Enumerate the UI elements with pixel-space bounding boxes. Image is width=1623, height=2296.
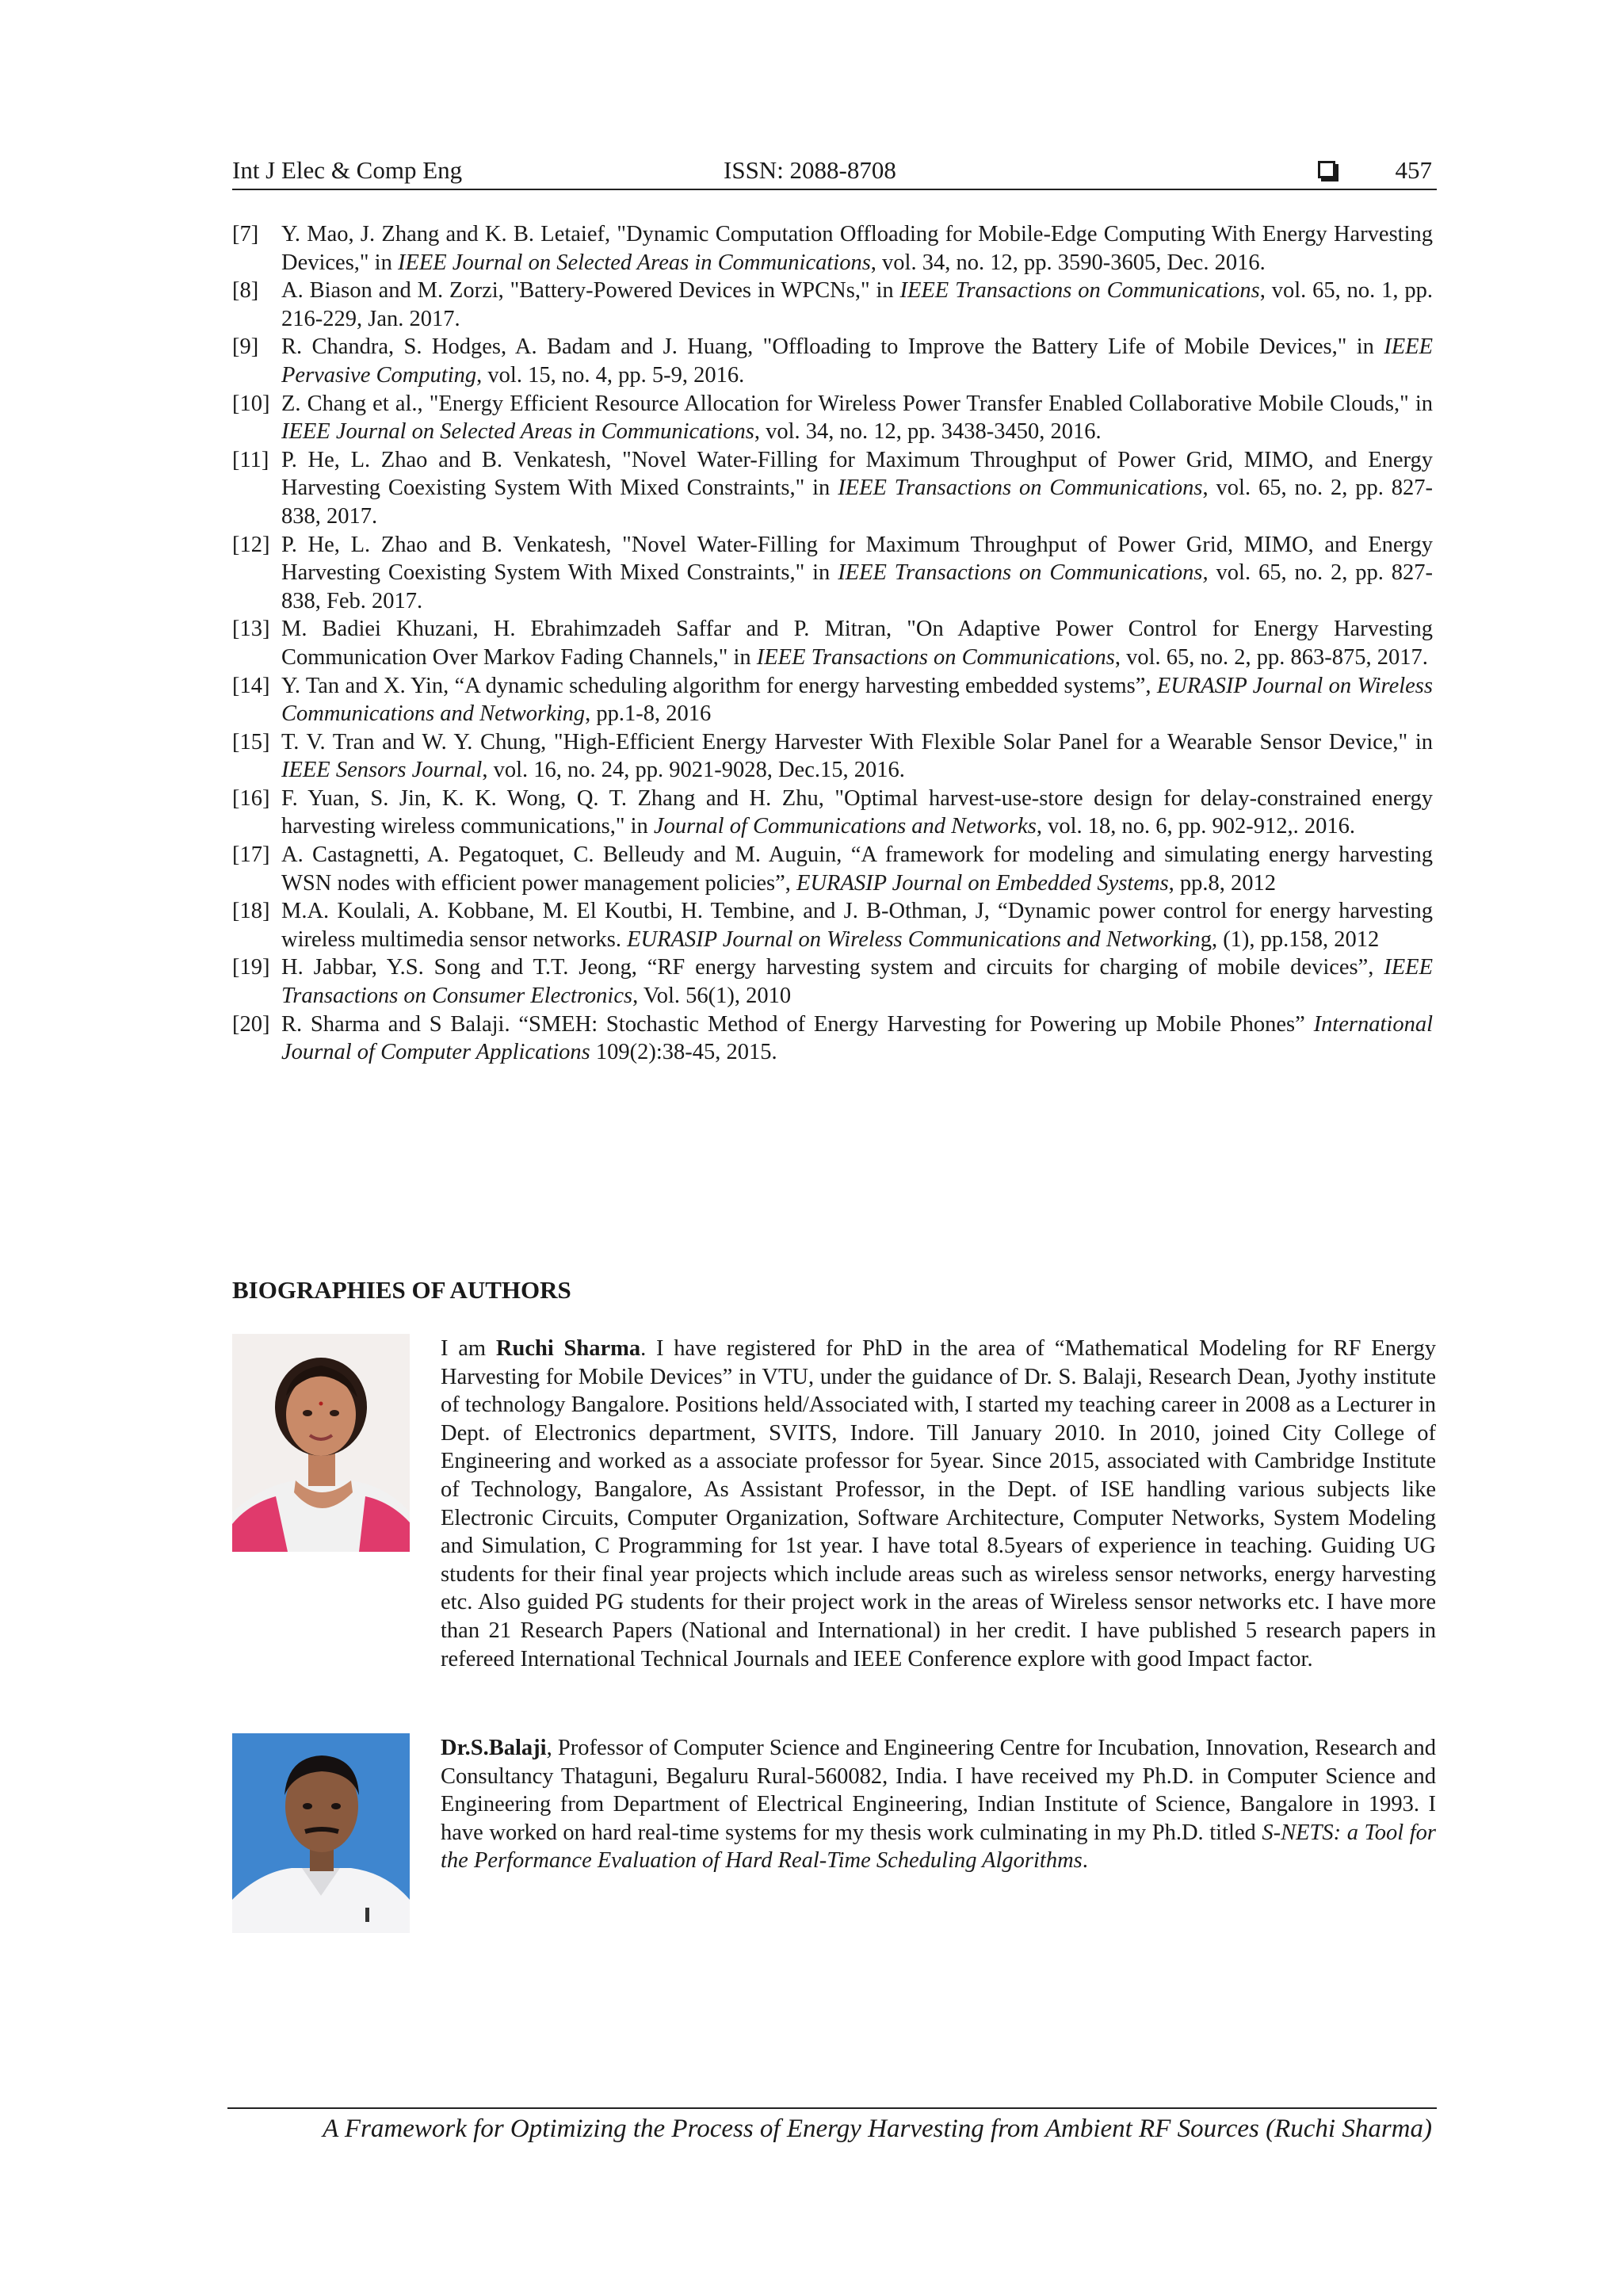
reference-details: 109(2):38-45, 2015.: [590, 1040, 777, 1065]
reference-number: [14]: [232, 673, 270, 698]
reference-venue: IEEE Transactions on Communications: [899, 278, 1260, 304]
biographies-heading: BIOGRAPHIES OF AUTHORS: [232, 1276, 571, 1304]
header-rule: [232, 189, 1437, 190]
reference-number: [16]: [232, 785, 270, 811]
footer-rule: [227, 2107, 1437, 2109]
reference-text: [281, 897, 1433, 953]
reference-authors-title: R. Sharma and S Balaji. “SMEH: Stochastic Method of Energy Harvesting for Powering up Mobile Phones”: [281, 1011, 1314, 1037]
reference-item: [232, 1010, 1433, 1067]
reference-number: [20]: [232, 1011, 270, 1037]
reference-item: [232, 333, 1433, 389]
reference-list: [232, 220, 1433, 1067]
issn: ISSN: 2088-8708: [724, 156, 896, 184]
reference-venue: IEEE Journal on Selected Areas in Communications: [281, 419, 754, 445]
reference-item: [232, 531, 1433, 616]
running-header: [232, 154, 1437, 187]
reference-details: , vol. 65, no. 2, pp. 863-875, 2017.: [1114, 644, 1428, 670]
reference-item: [232, 841, 1433, 897]
reference-item: [232, 220, 1433, 277]
reference-text: [281, 220, 1433, 277]
author-name-ruchi-sharma: Ruchi Sharma: [495, 1336, 641, 1361]
reference-number: [8]: [232, 278, 259, 304]
reference-text: [281, 728, 1433, 785]
running-footer-title: A Framework for Optimizing the Process of Energy Harvesting from Ambient RF Sources (Ruchi Sharma): [323, 2115, 1432, 2143]
reference-text: [281, 333, 1433, 389]
reference-venue: IEEE Transactions on Communications: [756, 644, 1115, 670]
reference-item: [232, 277, 1433, 333]
bio-body: , Professor of Computer Science and Engineering Centre for Incubation, Innovation, Research and Consultancy Thataguni, Begaluru Rural-560082, India. I have received my Ph.D. in Computer Science and Engineering from Department of Electrical Engineering, Indian Institute of Science, Bangalore in 1993. I have worked on hard real-time systems for my thesis work culminating in my Ph.D. titled: [441, 1736, 1436, 1845]
reference-venue: IEEE Transactions on Consumer Electronics: [281, 955, 1433, 1009]
reference-number: [9]: [232, 334, 259, 360]
reference-details: vol. 65, no. 2, pp. 827-838, Feb. 2017.: [281, 560, 1433, 613]
reference-authors-title: A. Castagnetti, A. Pegatoquet, C. Belleudy and M. Auguin, “A framework for modeling and simulating energy harvesting WSN nodes with efficient power management policies”,: [281, 842, 1433, 896]
reference-number: [18]: [232, 899, 270, 924]
reference-authors-title: R. Chandra, S. Hodges, A. Badam and J. Huang, "Offloading to Improve the Battery Life of Mobile Devices," in: [281, 334, 1384, 360]
reference-number: [15]: [232, 729, 270, 755]
thesis-title: S-NETS: a Tool for the Performance Evaluation of Hard Real-Time Scheduling Algorithms: [441, 1820, 1436, 1874]
reference-authors-title: Y. Mao, J. Zhang and K. B. Letaief, "Dynamic Computation Offloading for Mobile-Edge Computing With Energy Harvesting Devices," in: [281, 222, 1433, 275]
reference-text: [281, 615, 1433, 671]
author-photo-ruchi-sharma: [232, 1334, 410, 1552]
reference-item: [232, 728, 1433, 785]
reference-authors-title: P. He, L. Zhao and B. Venkatesh, "Novel Water-Filling for Maximum Throughput of Power Grid, MIMO, and Energy Harvesting Coexisting System With Mixed Constraints," in: [281, 447, 1433, 501]
reference-text: [281, 841, 1433, 897]
reference-text: [281, 672, 1433, 728]
reference-number: [11]: [232, 447, 269, 472]
reference-venue: EURASIP Journal on Wireless Communications and Networking: [281, 673, 1433, 727]
journal-name: Int J Elec & Comp Eng: [232, 156, 463, 184]
reference-details: , Vol. 56(1), 2010: [632, 984, 792, 1009]
reference-item: [232, 897, 1433, 953]
reference-number: [7]: [232, 222, 259, 246]
reference-authors-title: F. Yuan, S. Jin, K. K. Wong, Q. T. Zhang and H. Zhu, "Optimal harvest-use-store design for delay-constrained energy harvesting wireless communications," in: [281, 785, 1433, 839]
reference-details: , vol. 34, no. 12, pp. 3438-3450, 2016.: [754, 419, 1102, 445]
reference-authors-title: M.A. Koulali, A. Kobbane, M. El Koutbi, H. Tembine, and J. B-Othman, J, “Dynamic power control for energy harvesting wireless multimedia sensor networks.: [281, 899, 1433, 952]
bio-intro: I am: [441, 1336, 496, 1361]
checkbox-square-icon: [1318, 161, 1335, 178]
reference-text: [281, 390, 1433, 446]
bio-end: .: [1082, 1848, 1088, 1874]
reference-venue: IEEE Pervasive Computing: [281, 334, 1433, 388]
reference-venue: IEEE Transactions on Communications: [838, 476, 1203, 501]
reference-authors-title: P. He, L. Zhao and B. Venkatesh, "Novel Water-Filling for Maximum Throughput of Power Grid, MIMO, and Energy Harvesting Coexisting System With Mixed Constraints," in: [281, 532, 1433, 586]
reference-authors-title: Z. Chang et al., "Energy Efficient Resource Allocation for Wireless Power Transfer Enabled Collaborative Mobile Clouds," in: [281, 391, 1433, 416]
reference-details: , vol. 34, no. 12, pp. 3590-3605, Dec. 2016.: [870, 250, 1266, 275]
reference-text: [281, 785, 1433, 841]
author-photo-s-balaji: [232, 1733, 410, 1933]
reference-details: , pp.1-8, 2016: [585, 701, 712, 727]
reference-number: [19]: [232, 955, 270, 980]
reference-details: , vol. 65, no. 1, pp. 216-229, Jan. 2017.: [281, 278, 1433, 331]
reference-details: g, (1), pp.158, 2012: [1200, 926, 1380, 952]
reference-authors-title: M. Badiei Khuzani, H. Ebrahimzadeh Saffar and P. Mitran, "On Adaptive Power Control for Energy Harvesting Communication Over Markov Fading Channels," in: [281, 617, 1433, 670]
reference-venue: IEEE Sensors Journal: [281, 758, 483, 783]
reference-details: , vol. 18, no. 6, pp. 902-912,. 2016.: [1036, 814, 1356, 839]
reference-number: [17]: [232, 842, 270, 868]
reference-venue: Journal of Communications and Networks: [653, 814, 1037, 839]
page-number: 457: [1395, 156, 1432, 184]
reference-authors-title: T. V. Tran and W. Y. Chung, "High-Efficient Energy Harvester With Flexible Solar Panel for a Wearable Sensor Device," in: [281, 729, 1433, 755]
author-name-s-balaji: Dr.S.Balaji: [441, 1736, 547, 1760]
reference-details: , pp.8, 2012: [1168, 870, 1277, 896]
reference-venue: EURASIP Journal on Embedded Systems: [796, 870, 1169, 896]
biography-ruchi-sharma: [441, 1335, 1436, 1673]
reference-number: [10]: [232, 391, 270, 416]
reference-venue: International Journal of Computer Applications: [281, 1011, 1433, 1065]
reference-item: [232, 672, 1433, 728]
reference-number: [12]: [232, 532, 270, 557]
reference-venue: IEEE Journal on Selected Areas in Communications: [397, 250, 871, 275]
reference-venue: EURASIP Journal on Wireless Communications and Networkin: [627, 926, 1201, 952]
reference-authors-title: A. Biason and M. Zorzi, "Battery-Powered Devices in WPCNs," in: [281, 278, 900, 304]
reference-number: [13]: [232, 617, 270, 642]
reference-details: , vol. 15, no. 4, pp. 5-9, 2016.: [476, 362, 745, 388]
reference-text: [281, 531, 1433, 616]
reference-text: [281, 446, 1433, 531]
reference-authors-title: H. Jabbar, Y.S. Song and T.T. Jeong, “RF energy harvesting system and circuits for charging of mobile devices”,: [281, 955, 1384, 980]
reference-item: [232, 390, 1433, 446]
biography-s-balaji: [441, 1734, 1436, 1875]
reference-text: [281, 1010, 1433, 1067]
reference-item: [232, 615, 1433, 671]
reference-text: [281, 953, 1433, 1010]
reference-item: [232, 446, 1433, 531]
reference-item: [232, 953, 1433, 1010]
bio-body: . I have registered for PhD in the area of “Mathematical Modeling for RF Energy Harvesting for Mobile Devices” in VTU, under the guidance of Dr. S. Balaji, Research Dean, Jyothy institute of technology Bangalore. Positions held/Associated with, I started my teaching career in 2008 as a Lecturer in Dept. of Electronics department, SVITS, Indore. Till January 2010. In 2010, joined City College of Engineering and worked as a associate professor for 5year. Since 2015, associated with Cambridge Institute of Technology, Bangalore, As Assistant Professor, in the Dept. of ISE handling various subjects like Electronic Circuits, Computer Organization, Software Architecture, Computer Networks, System Modeling and Simulation, C Programming for 1st year. I have total 8.5years of experience in teaching. Guiding UG students for their final year projects which include areas such as wireless sensor networks, energy harvesting etc. Also guided PG students for their project work in the areas of Wireless sensor networks etc. I have more than 21 Research Papers (National and International) in her credit. I have published 5 research papers in refereed International Technical Journals and IEEE Conference explore with good Impact factor.: [441, 1336, 1436, 1671]
reference-details: , vol. 65, no. 2, pp. 827-838, 2017.: [281, 476, 1433, 529]
reference-text: [281, 277, 1433, 333]
reference-item: [232, 785, 1433, 841]
reference-details: , vol. 16, no. 24, pp. 9021-9028, Dec.15, 2016.: [482, 758, 905, 783]
reference-authors-title: Y. Tan and X. Yin, “A dynamic scheduling algorithm for energy harvesting embedded systems”,: [281, 673, 1157, 698]
reference-venue: IEEE Transactions on Communications,: [838, 560, 1209, 586]
